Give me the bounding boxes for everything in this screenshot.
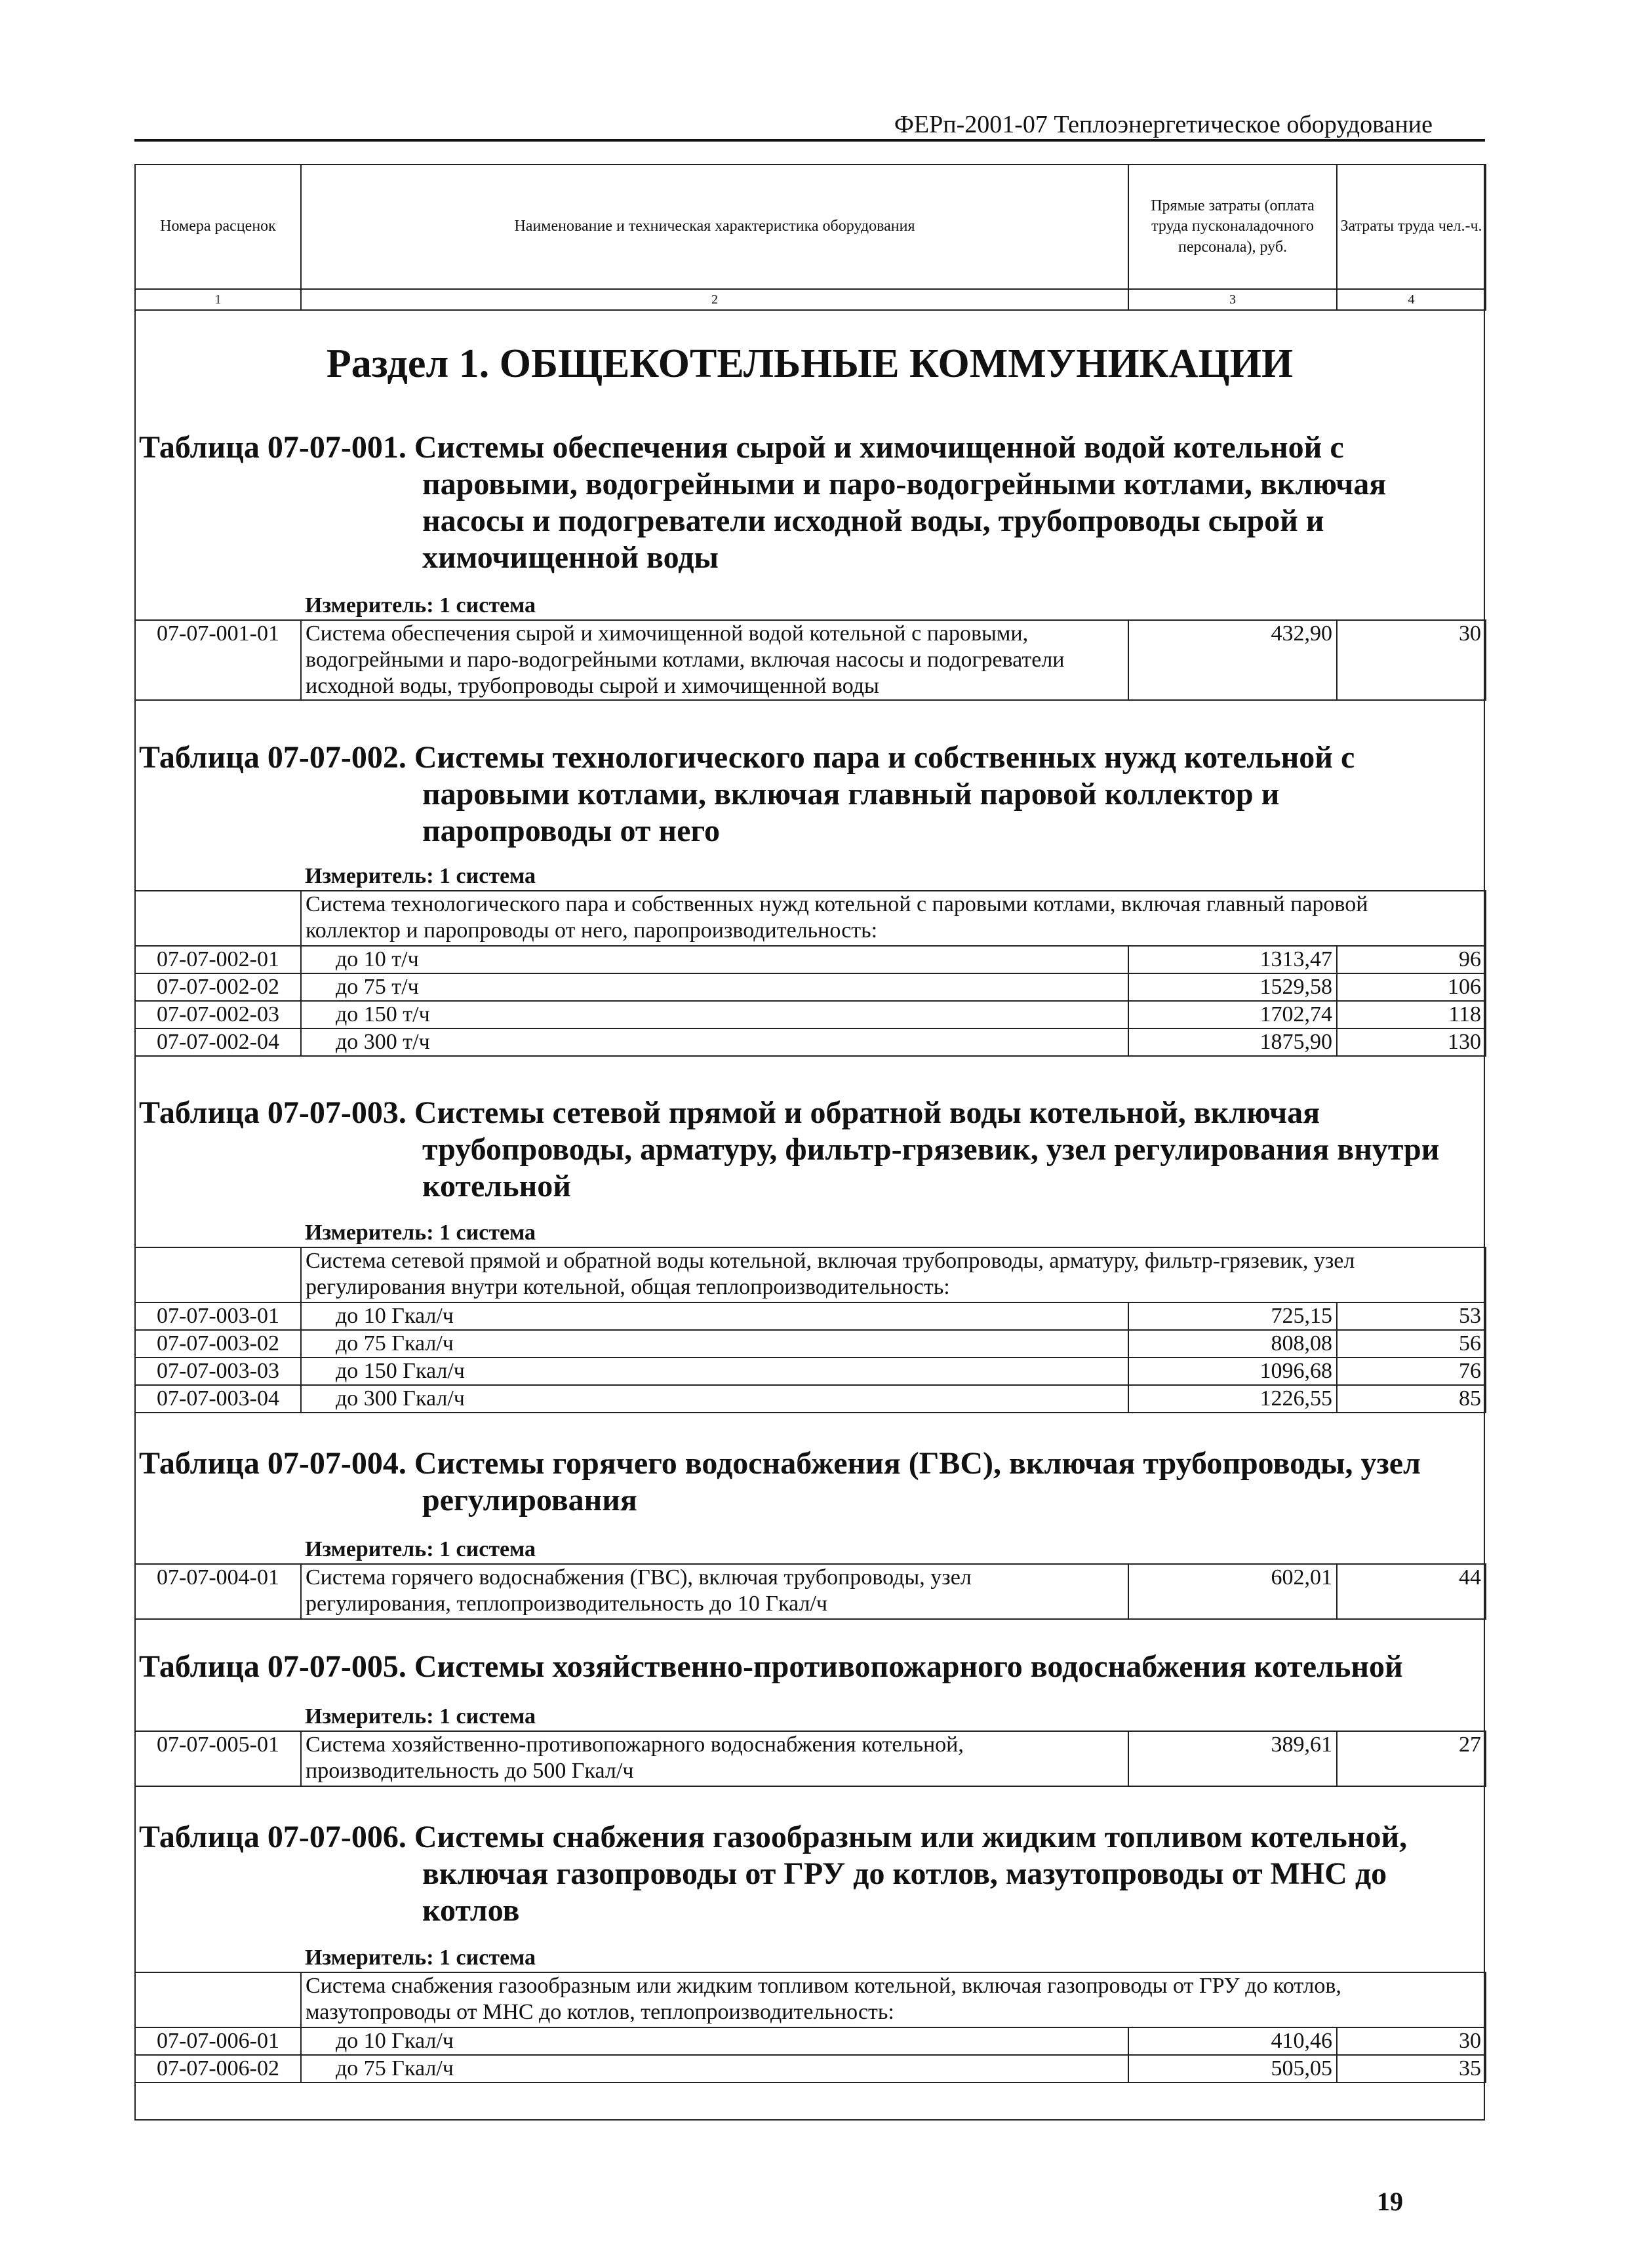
- labor-cost: 53: [1337, 1302, 1486, 1330]
- measure-unit: Измеритель: 1 система: [305, 1945, 536, 1970]
- price-table: [134, 1563, 1486, 1620]
- rate-description: до 10 Гкал/ч: [301, 2027, 1128, 2055]
- labor-cost: 96: [1337, 946, 1486, 973]
- table-row: [135, 2027, 1486, 2055]
- direct-cost: 725,15: [1128, 1302, 1337, 1330]
- direct-cost: 1096,68: [1128, 1358, 1337, 1385]
- rate-code: 07-07-004-01: [135, 1564, 301, 1619]
- table-row: [135, 973, 1486, 1001]
- rate-description: до 10 т/ч: [301, 946, 1128, 973]
- direct-cost: 1875,90: [1128, 1028, 1337, 1056]
- col-header-name: Наименование и техническая характеристика оборудования: [301, 165, 1128, 289]
- direct-cost: 410,46: [1128, 2027, 1337, 2055]
- table-row: [135, 1302, 1486, 1330]
- rate-description: до 75 Гкал/ч: [301, 1330, 1128, 1358]
- running-header: ФЕРп-2001-07 Теплоэнергетическое оборудование: [894, 111, 1433, 138]
- table-row: [135, 1385, 1486, 1413]
- table-row: [135, 1358, 1486, 1385]
- rate-description: до 75 т/ч: [301, 973, 1128, 1001]
- col-header-cost: Прямые затраты (оплата труда пусконаладочного персонала), руб.: [1128, 165, 1337, 289]
- price-table: [134, 1972, 1486, 2083]
- direct-cost: 389,61: [1128, 1731, 1337, 1786]
- header-rule: [134, 139, 1485, 142]
- labor-cost: 85: [1337, 1385, 1486, 1413]
- rate-code: 07-07-001-01: [135, 620, 301, 700]
- rate-description: до 150 т/ч: [301, 1001, 1128, 1028]
- direct-cost: 1226,55: [1128, 1385, 1337, 1413]
- rate-code: 07-07-006-02: [135, 2055, 301, 2082]
- description-line: водогрейными и паро-водогрейными котлами, включая насосы и подогреватели: [306, 648, 1065, 672]
- table-title: Таблица 07-07-004. Системы горячего водоснабжения (ГВС), включая трубопроводы, узел регулирования: [139, 1446, 1421, 1517]
- rate-description: до 300 Гкал/ч: [301, 1385, 1128, 1413]
- rate-description: до 75 Гкал/ч: [301, 2055, 1128, 2082]
- table-row: [135, 1330, 1486, 1358]
- labor-cost: 30: [1337, 620, 1486, 700]
- group-description: [301, 1972, 1486, 2027]
- direct-cost: 432,90: [1128, 620, 1337, 700]
- col-number-3: 3: [1128, 289, 1337, 310]
- col-header-code: Номера расценок: [135, 165, 301, 289]
- measure-unit: Измеритель: 1 система: [305, 1537, 536, 1561]
- table-title: Таблица 07-07-001. Системы обеспечения сырой и химочищенной водой котельной с паровыми, водогрейными и паро-водогрейными котлами, включая насосы и подогреватели исходной воды, трубопроводы сырой и химочищенной воды: [139, 430, 1387, 575]
- labor-cost: 27: [1337, 1731, 1486, 1786]
- labor-cost: 35: [1337, 2055, 1486, 2082]
- labor-cost: 44: [1337, 1564, 1486, 1619]
- rate-description: [301, 1564, 1128, 1619]
- description-line: Система хозяйственно-противопожарного водоснабжения котельной,: [306, 1732, 964, 1757]
- description-line: Система сетевой прямой и обратной воды котельной, включая трубопроводы, арматуру, фильтр-грязевик, узел: [306, 1249, 1355, 1273]
- rate-code: 07-07-002-01: [135, 946, 301, 973]
- labor-cost: 56: [1337, 1330, 1486, 1358]
- col-number-1: 1: [135, 289, 301, 310]
- group-description: [301, 1247, 1486, 1302]
- rate-code: 07-07-002-03: [135, 1001, 301, 1028]
- price-table: [134, 1247, 1486, 1413]
- measure-unit: Измеритель: 1 система: [305, 593, 536, 617]
- measure-unit: Измеритель: 1 система: [305, 1704, 536, 1729]
- description-line: регулирования внутри котельной, общая теплопроизводительность:: [306, 1275, 950, 1299]
- col-header-labor: Затраты труда чел.-ч.: [1337, 165, 1486, 289]
- page-number: 19: [1377, 2187, 1403, 2216]
- labor-cost: 30: [1337, 2027, 1486, 2055]
- measure-unit: Измеритель: 1 система: [305, 864, 536, 888]
- section-title: Раздел 1. ОБЩЕКОТЕЛЬНЫЕ КОММУНИКАЦИИ: [326, 342, 1294, 386]
- description-line: производительность до 500 Гкал/ч: [306, 1759, 634, 1783]
- rate-code: 07-07-003-03: [135, 1358, 301, 1385]
- measure-unit: Измеритель: 1 система: [305, 1221, 536, 1245]
- rate-code: 07-07-002-02: [135, 973, 301, 1001]
- price-table: [134, 619, 1486, 701]
- table-row: [135, 1001, 1486, 1028]
- rate-code: 07-07-003-04: [135, 1385, 301, 1413]
- direct-cost: 808,08: [1128, 1330, 1337, 1358]
- description-line: Система технологического пара и собственных нужд котельной с паровыми котлами, включая главный паровой: [306, 892, 1368, 916]
- description-line: Система горячего водоснабжения (ГВС), включая трубопроводы, узел: [306, 1565, 972, 1590]
- rate-description: [301, 1731, 1128, 1786]
- direct-cost: 1702,74: [1128, 1001, 1337, 1028]
- labor-cost: 130: [1337, 1028, 1486, 1056]
- table-title: Таблица 07-07-002. Системы технологического пара и собственных нужд котельной с паровыми котлами, включая главный паровой коллектор и паропроводы от него: [139, 740, 1355, 848]
- table-row: [135, 946, 1486, 973]
- description-line: Система обеспечения сырой и химочищенной водой котельной с паровыми,: [306, 621, 1029, 646]
- description-line: регулирования, теплопроизводительность до 10 Гкал/ч: [306, 1592, 827, 1616]
- direct-cost: 602,01: [1128, 1564, 1337, 1619]
- description-line: исходной воды, трубопроводы сырой и химочищенной воды: [306, 674, 879, 698]
- description-line: коллектор и паропроводы от него, паропроизводительность:: [306, 918, 878, 943]
- rate-code: 07-07-006-01: [135, 2027, 301, 2055]
- table-title: Таблица 07-07-003. Системы сетевой прямой и обратной воды котельной, включая трубопроводы, арматуру, фильтр-грязевик, узел регулирования внутри котельной: [139, 1095, 1440, 1203]
- table-title: Таблица 07-07-005. Системы хозяйственно-противопожарного водоснабжения котельной: [139, 1649, 1403, 1684]
- group-description: [301, 891, 1486, 946]
- rate-description: до 150 Гкал/ч: [301, 1358, 1128, 1385]
- labor-cost: 76: [1337, 1358, 1486, 1385]
- price-table: [134, 890, 1486, 1057]
- col-number-4: 4: [1337, 289, 1486, 310]
- table-row: [135, 2055, 1486, 2082]
- rate-code: 07-07-002-04: [135, 1028, 301, 1056]
- direct-cost: 1313,47: [1128, 946, 1337, 973]
- rate-description: [301, 620, 1128, 700]
- col-number-2: 2: [301, 289, 1128, 310]
- direct-cost: 1529,58: [1128, 973, 1337, 1001]
- labor-cost: 106: [1337, 973, 1486, 1001]
- labor-cost: 118: [1337, 1001, 1486, 1028]
- direct-cost: 505,05: [1128, 2055, 1337, 2082]
- column-header-table: [134, 164, 1486, 311]
- rate-description: до 10 Гкал/ч: [301, 1302, 1128, 1330]
- table-row: [135, 1028, 1486, 1056]
- rate-code: 07-07-005-01: [135, 1731, 301, 1786]
- rate-code: 07-07-003-01: [135, 1302, 301, 1330]
- rate-description: до 300 т/ч: [301, 1028, 1128, 1056]
- table-title: Таблица 07-07-006. Системы снабжения газообразным или жидким топливом котельной, включая газопроводы от ГРУ до котлов, мазутопроводы от МНС до котлов: [139, 1820, 1408, 1928]
- price-table: [134, 1730, 1486, 1787]
- description-line: Система снабжения газообразным или жидким топливом котельной, включая газопроводы от ГРУ до котлов,: [306, 1974, 1341, 1998]
- rate-code: 07-07-003-02: [135, 1330, 301, 1358]
- description-line: мазутопроводы от МНС до котлов, теплопроизводительность:: [306, 2000, 894, 2024]
